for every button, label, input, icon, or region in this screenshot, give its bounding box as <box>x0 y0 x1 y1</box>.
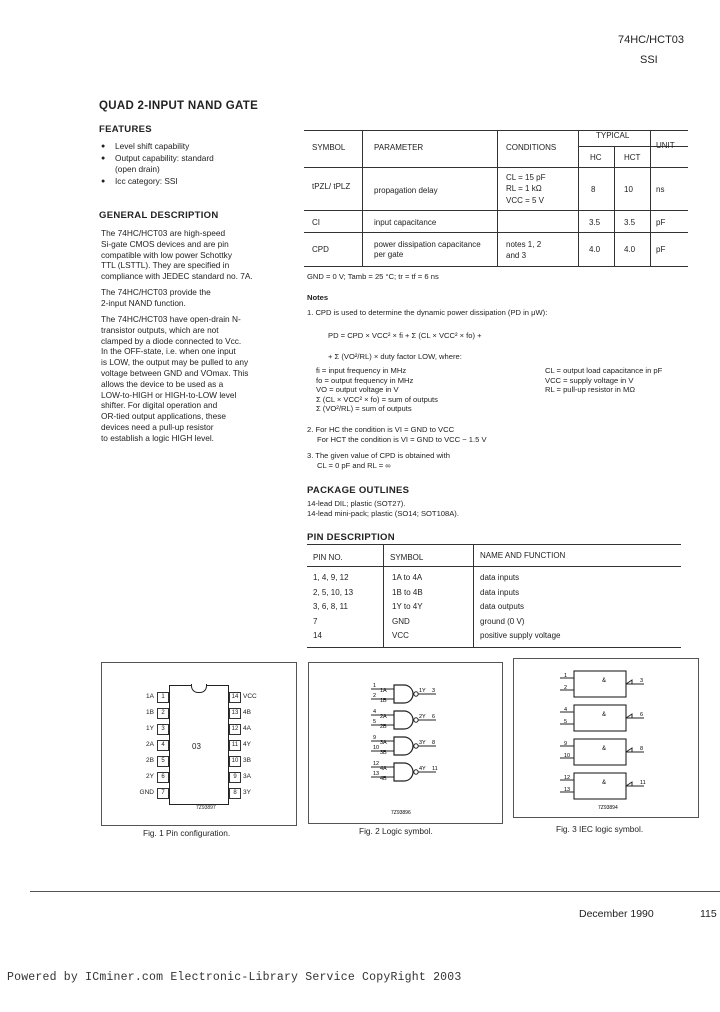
output-label: 1Y <box>419 688 426 694</box>
row3-hc: 4.0 <box>589 245 601 254</box>
pin-symbol-right: 4A <box>243 725 251 732</box>
notes-heading: Notes <box>307 293 329 302</box>
general-paragraph-2 <box>101 287 301 309</box>
paragraph-line: compatible with low power Schottky <box>101 249 232 260</box>
fig2-box <box>308 662 503 824</box>
pin-box-left: 2 <box>157 708 169 719</box>
pin-desc-heading: PIN DESCRIPTION <box>307 532 395 543</box>
pin-number: 1 <box>564 673 568 679</box>
pin-number: 4 <box>564 707 568 713</box>
pin-box-left: 4 <box>157 740 169 751</box>
pin-number: 13 <box>564 787 571 793</box>
footer-page: 115 <box>700 908 717 920</box>
paragraph-line: TTL (LSTTL). They are specified in <box>101 260 230 271</box>
pin-box-left: 3 <box>157 724 169 735</box>
fig3-code: 7Z93894 <box>598 805 618 811</box>
input-label: 4B <box>380 776 387 782</box>
input-label: 1A <box>380 688 387 694</box>
paragraph-line: compliance with JEDEC standard no. 7A. <box>101 271 253 282</box>
pin-symbol-left: GND <box>139 789 154 796</box>
th-symbol: SYMBOL <box>312 143 346 152</box>
chip-notch-icon <box>191 684 207 693</box>
where-line: fi = input frequency in MHz <box>316 366 407 375</box>
row1-cond-2: RL = 1 kΩ <box>506 184 542 193</box>
pin-row-pin: 2, 5, 10, 13 <box>313 587 354 597</box>
nand-gate-icon <box>394 685 413 703</box>
iec-and-symbol: & <box>602 678 607 684</box>
where-line: VCC = supply voltage in V <box>545 375 634 385</box>
features-heading: FEATURES <box>99 124 152 135</box>
th-typical: TYPICAL <box>596 131 630 140</box>
inverter-bubble-icon <box>414 744 418 748</box>
pin-row-symbol: 1Y to 4Y <box>392 602 423 611</box>
table-footnote: GND = 0 V; Tamb = 25 °C; tr = tf = 6 ns <box>307 272 439 281</box>
pin-number: 10 <box>564 753 571 759</box>
row3-parameter: power dissipation capacitance per gate <box>374 240 481 259</box>
note-1-equation-2: + Σ (VO²/RL) × duty factor LOW, where: <box>328 352 462 361</box>
pin-row-symbol: 1A to 4A <box>392 573 423 582</box>
iec-gate-box <box>574 739 626 765</box>
part-number: 74HC/HCT03 <box>618 34 685 46</box>
row3-symbol: CPD <box>312 245 329 254</box>
pin-symbol-left: 2A <box>146 741 154 748</box>
note-2a: 2. For HC the condition is VI = GND to VCC <box>307 425 455 434</box>
row3-cond-2: and 3 <box>506 251 527 260</box>
pin-row-symbol: 1B to 4B <box>392 587 423 597</box>
row3-hct: 4.0 <box>624 245 636 254</box>
pin-box-right: 12 <box>229 724 241 735</box>
pin-box-left: 6 <box>157 772 169 783</box>
feature-item: ● Iᴄᴄ category: SSI <box>101 176 291 188</box>
where-line: Σ (VO²/RL) = sum of outputs <box>316 404 412 413</box>
pin-symbol-right: 3B <box>243 757 251 764</box>
paragraph-line: LOW-to-HIGH or HIGH-to-LOW level <box>101 389 237 400</box>
paragraph-line: The 74HC/HCT03 have open-drain N- <box>101 314 241 324</box>
general-heading: GENERAL DESCRIPTION <box>99 210 219 221</box>
paragraph-line: Si-gate CMOS devices and are pin <box>101 238 229 249</box>
open-drain-icon <box>626 680 632 684</box>
fig1-box <box>101 662 297 826</box>
where-line: VO = output voltage in V <box>316 385 399 394</box>
general-paragraph-1 <box>101 228 301 282</box>
package-heading: PACKAGE OUTLINES <box>307 485 410 496</box>
pin-row-name: data inputs <box>480 587 520 597</box>
th-hct: HCT <box>624 153 641 162</box>
pin-number: 6 <box>432 714 436 720</box>
row1-parameter: propagation delay <box>374 186 438 195</box>
paragraph-line: devices need a pull-up resistor <box>101 421 214 432</box>
paragraph-line: The 74HC/HCT03 are high-speed <box>101 228 226 238</box>
row2-parameter: input capacitance <box>374 218 437 227</box>
fig3-box <box>513 658 699 818</box>
pin-box-right: 8 <box>229 788 241 799</box>
open-drain-icon <box>626 748 632 752</box>
input-label: 2B <box>380 724 387 730</box>
open-drain-icon <box>626 714 632 718</box>
category-label: SSI <box>640 54 658 66</box>
row1-hc: 8 <box>591 185 596 194</box>
pin-number: 11 <box>640 780 646 786</box>
pin-symbol-right: VCC <box>243 693 257 700</box>
row2-symbol: CI <box>312 218 320 227</box>
row1-hct: 10 <box>624 185 633 194</box>
features-list <box>101 141 291 187</box>
nand-gate-icon <box>394 711 413 729</box>
feature-item: ● Level shift capability <box>101 141 291 153</box>
note-1-where-left <box>316 366 546 414</box>
pin-number: 11 <box>432 766 438 772</box>
pin-symbol-left: 2Y <box>146 773 154 780</box>
input-label: 4A <box>380 766 387 772</box>
pin-number: 2 <box>564 685 568 691</box>
pin-row-symbol: GND <box>392 616 410 626</box>
note-1-where-right <box>545 366 715 395</box>
pin-row-name: ground (0 V) <box>480 616 525 626</box>
row1-cond-1: CL = 15 pF <box>506 173 546 182</box>
pin-symbol-right: 4Y <box>243 741 251 748</box>
fig1-caption: Fig. 1 Pin configuration. <box>143 828 231 838</box>
pin-row-symbol: VCC <box>392 631 409 640</box>
output-label: 4Y <box>419 766 426 772</box>
general-paragraph-3 <box>101 314 306 444</box>
row2-hct: 3.5 <box>624 218 636 227</box>
pin-row-pin: 7 <box>313 616 318 626</box>
pin-row-pin: 3, 6, 8, 11 <box>313 602 348 611</box>
row2-unit: pF <box>656 218 666 227</box>
row3-unit: pF <box>656 245 666 254</box>
nand-gate-icon <box>394 763 413 781</box>
pin-row-name: data inputs <box>480 573 520 582</box>
pin-th-pin: PIN NO. <box>313 553 343 562</box>
th-parameter: PARAMETER <box>374 143 424 152</box>
th-unit: UNIT <box>656 141 675 150</box>
paragraph-line: is LOW, the output may be pulled to any <box>101 357 249 368</box>
pin-th-name: NAME AND FUNCTION <box>480 551 566 560</box>
note-3a: 3. The given value of CPD is obtained with <box>307 451 450 460</box>
pin-row-name: data outputs <box>480 602 525 611</box>
row1-unit: ns <box>656 185 665 194</box>
paragraph-line: allows the device to be used as a <box>101 378 224 389</box>
paragraph-line: shifter. For digital operation and <box>101 400 218 411</box>
note-1: 1. CPD is used to determine the dynamic power dissipation (PD in μW): <box>307 308 548 317</box>
open-drain-icon <box>626 782 632 786</box>
nand-gate-icon <box>394 737 413 755</box>
footer-rule <box>30 891 720 892</box>
paragraph-line: In the OFF-state, i.e. when one input <box>101 346 236 357</box>
paragraph-line: OR-tied output applications, these <box>101 411 226 422</box>
feature-item: (open drain) <box>115 164 160 174</box>
page-title: QUAD 2-INPUT NAND GATE <box>99 100 259 112</box>
pin-number: 9 <box>564 741 568 747</box>
row1-symbol: tPZL/ tPLZ <box>312 182 351 191</box>
output-label: 3Y <box>419 740 426 746</box>
note-3b: CL = 0 pF and RL = ∞ <box>317 461 391 470</box>
pin-symbol-right: 4B <box>243 709 251 716</box>
fig3-iec-diagram <box>514 659 698 817</box>
where-line: CL = output load capacitance in pF <box>545 366 663 375</box>
pin-symbol-right: 3Y <box>243 789 251 796</box>
input-label: 3A <box>380 740 387 746</box>
pin-box-right: 14 <box>229 692 241 703</box>
pin-number: 3 <box>432 688 436 694</box>
inverter-bubble-icon <box>414 770 418 774</box>
pin-box-right: 11 <box>229 740 241 751</box>
where-line: RL = pull-up resistor in MΩ <box>545 385 636 394</box>
iec-gate-box <box>574 773 626 799</box>
th-conditions: CONDITIONS <box>506 143 557 152</box>
pin-symbol-left: 1B <box>146 709 154 716</box>
input-label: 2A <box>380 714 387 720</box>
input-label: 3B <box>380 750 387 756</box>
pin-number: 6 <box>640 712 644 718</box>
pin-number: 1 <box>373 683 377 689</box>
th-hc: HC <box>590 153 602 162</box>
package-line-1: 14-lead DIL; plastic (SOT27). <box>307 499 406 508</box>
note-1-equation-1: PD = CPD × VCC² × fi + Σ (CL × VCC² × fo) + <box>328 331 482 340</box>
paragraph-line: clamped by a diode connected to Vᴄᴄ. <box>101 335 242 346</box>
pin-box-right: 13 <box>229 708 241 719</box>
fig2-logic-diagram <box>309 663 502 823</box>
input-label: 1B <box>380 698 387 704</box>
package-line-2: 14-lead mini-pack; plastic (SO14; SOT108A). <box>307 509 459 518</box>
pin-symbol-left: 2B <box>146 757 154 764</box>
row1-cond-3: VCC = 5 V <box>506 196 545 205</box>
pin-number: 9 <box>373 735 377 741</box>
watermark-text: Powered by ICminer.com Electronic-Library Service CopyRight 2003 <box>7 971 462 984</box>
pin-number: 8 <box>432 740 436 746</box>
where-line: fo = output frequency in MHz <box>316 375 414 385</box>
pin-number: 5 <box>564 719 568 725</box>
paragraph-line: The 74HC/HCT03 provide the <box>101 287 211 297</box>
pin-th-symbol: SYMBOL <box>390 553 424 562</box>
pin-row-pin: 1, 4, 9, 12 <box>313 573 349 582</box>
note-2b: For HCT the condition is VI = GND to VCC − 1.5 V <box>317 435 487 444</box>
where-line: Σ (CL × VCC² × fo) = sum of outputs <box>316 394 438 404</box>
pin-number: 8 <box>640 746 644 752</box>
pin-box-left: 5 <box>157 756 169 767</box>
paragraph-line: 2-input NAND function. <box>101 297 186 308</box>
pin-row-pin: 14 <box>313 631 322 640</box>
footer-date: December 1990 <box>579 908 654 920</box>
pin-row-name: positive supply voltage <box>480 631 561 640</box>
iec-and-symbol: & <box>602 746 607 752</box>
pin-box-right: 9 <box>229 772 241 783</box>
inverter-bubble-icon <box>414 718 418 722</box>
paragraph-line: voltage between GND and VOmax. This <box>101 367 249 378</box>
pin-box-left: 7 <box>157 788 169 799</box>
pin-box-right: 10 <box>229 756 241 767</box>
fig1-code: 7Z93897 <box>196 805 216 811</box>
pin-number: 2 <box>373 693 377 699</box>
row3-cond-1: notes 1, 2 <box>506 240 542 249</box>
iec-and-symbol: & <box>602 780 607 786</box>
pin-number: 12 <box>373 761 380 767</box>
iec-gate-box <box>574 705 626 731</box>
pin-symbol-left: 1Y <box>146 725 154 732</box>
fig2-caption: Fig. 2 Logic symbol. <box>359 826 433 836</box>
output-label: 2Y <box>419 714 426 720</box>
pin-box-left: 1 <box>157 692 169 703</box>
iec-and-symbol: & <box>602 712 607 718</box>
pin-symbol-left: 1A <box>146 693 154 700</box>
pin-symbol-right: 3A <box>243 773 251 780</box>
row2-hc: 3.5 <box>589 218 601 227</box>
pin-number: 5 <box>373 719 377 725</box>
iec-gate-box <box>574 671 626 697</box>
fig3-caption: Fig. 3 IEC logic symbol. <box>556 824 644 834</box>
pin-number: 4 <box>373 709 377 715</box>
fig1-chip-label: 03 <box>192 742 201 751</box>
pin-number: 13 <box>373 771 380 777</box>
fig2-code: 7Z93896 <box>391 810 411 816</box>
paragraph-line: transistor outputs, which are not <box>101 324 219 335</box>
pin-number: 10 <box>373 745 380 751</box>
feature-item: ● Output capability: standard <box>101 153 291 165</box>
paragraph-line: to establish a logic HIGH level. <box>101 432 214 443</box>
pin-number: 12 <box>564 775 571 781</box>
fig1-chip <box>169 685 229 805</box>
pin-number: 3 <box>640 678 644 684</box>
inverter-bubble-icon <box>414 692 418 696</box>
